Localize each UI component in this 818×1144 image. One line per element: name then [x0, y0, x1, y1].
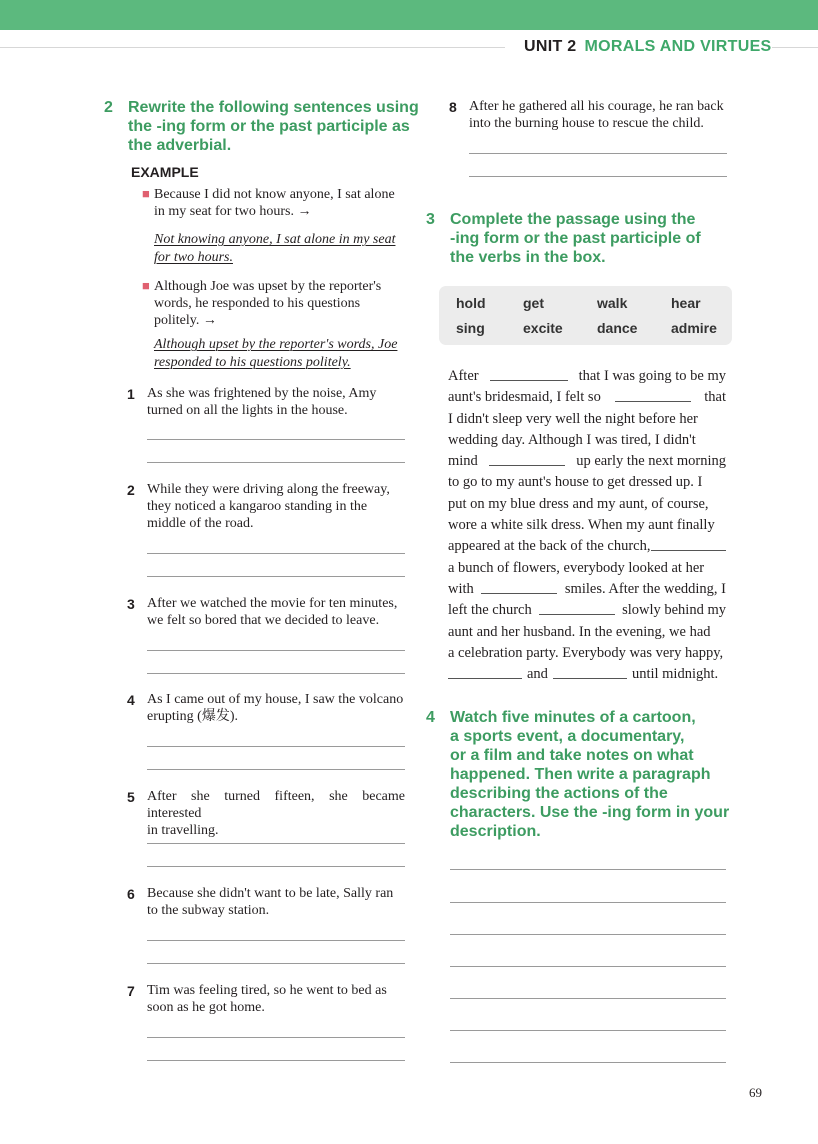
passage-text: a bunch of flowers, everybody looked at her	[448, 559, 705, 576]
passage-text: left the church	[448, 602, 532, 619]
word-hear: hear	[671, 295, 701, 311]
passage-text: I didn't sleep very well the night before her	[448, 410, 698, 427]
passage-text: slowly behind my	[622, 602, 726, 619]
item-6-line: Because she didn't want to be late, Sally ran	[147, 886, 394, 901]
writing-line[interactable]	[450, 966, 726, 967]
answer-line[interactable]	[147, 553, 405, 554]
example-bullet-icon: ■	[142, 186, 150, 201]
example-1-prompt-line: in my seat for two hours. →	[154, 204, 312, 219]
passage-text: and	[527, 666, 548, 683]
word-walk: walk	[597, 295, 628, 311]
item-7-sentence	[147, 982, 405, 1016]
item-1-line: turned on all the lights in the house.	[147, 403, 348, 418]
item-7-line: soon as he got home.	[147, 1000, 265, 1015]
example-2-prompt-line: politely. →	[154, 313, 217, 328]
exercise-3-instruction-line-2: -ing form or the past participle of	[450, 230, 701, 247]
passage-text: up early the next morning	[576, 453, 726, 470]
passage-text: a celebration party. Everybody was very happy,	[448, 644, 724, 661]
answer-line[interactable]	[469, 176, 727, 177]
exercise-4-instruction-line: Watch five minutes of a cartoon,	[450, 709, 696, 726]
item-6-line: to the subway station.	[147, 903, 270, 918]
answer-line[interactable]	[147, 576, 405, 577]
exercise-3-number: 3	[426, 211, 435, 228]
word-hold: hold	[456, 295, 486, 311]
exercise-4-instruction-line: a sports event, a documentary,	[450, 728, 685, 745]
example-label: EXAMPLE	[131, 164, 199, 180]
exercise-4-instruction-line: description.	[450, 823, 541, 840]
exercise-2-instruction-line-1: Rewrite the following sentences using	[128, 99, 419, 116]
item-2-line: While they were driving along the freeway,	[147, 482, 390, 497]
passage-text: to go to my aunt's house to get dressed up. I	[448, 474, 703, 491]
exercise-2-instruction-line-2: the -ing form or the past participle as	[128, 118, 410, 135]
item-3-number: 3	[127, 596, 135, 612]
example-2-prompt-line: Although Joe was upset by the reporter's	[154, 279, 382, 294]
answer-line[interactable]	[147, 940, 405, 941]
item-8-number: 8	[449, 99, 457, 115]
passage-blank[interactable]	[651, 536, 727, 551]
item-1-line: As she was frightened by the noise, Amy	[147, 386, 377, 401]
item-2-line: middle of the road.	[147, 516, 254, 531]
example-1-prompt	[154, 186, 406, 220]
example-1-prompt-line: Because I did not know anyone, I sat alone	[154, 187, 395, 202]
exercise-3-heading	[426, 210, 726, 270]
item-5-line: in travelling.	[147, 823, 219, 838]
item-3-line: After we watched the movie for ten minutes,	[147, 596, 398, 611]
example-1-answer-line: for two hours.	[154, 250, 233, 265]
passage-text: aunt's bridesmaid, I felt so	[448, 389, 601, 406]
unit-header	[524, 38, 772, 56]
example-2-answer-line: responded to his questions politely.	[154, 355, 351, 370]
answer-line[interactable]	[147, 769, 405, 770]
passage-blank[interactable]	[490, 366, 568, 381]
exercise-4-instruction-line: characters. Use the -ing form in your	[450, 804, 730, 821]
exercise-2-heading	[104, 98, 419, 158]
writing-line[interactable]	[450, 1062, 726, 1063]
item-6-sentence	[147, 885, 405, 919]
example-2-prompt-line: words, he responded to his questions	[154, 296, 361, 311]
item-4-number: 4	[127, 692, 135, 708]
item-8-line: After he gathered all his courage, he ran back	[469, 99, 724, 114]
header-rule-right	[772, 47, 818, 48]
item-4-line: As I came out of my house, I saw the volcano	[147, 692, 404, 707]
item-1-sentence	[147, 385, 405, 419]
passage-text: After	[448, 368, 479, 384]
exercise-4-instruction-line: describing the actions of the	[450, 785, 668, 802]
passage-blank[interactable]	[489, 451, 565, 466]
example-bullet-icon: ■	[142, 278, 150, 293]
answer-line[interactable]	[147, 650, 405, 651]
answer-line[interactable]	[469, 153, 727, 154]
writing-line[interactable]	[450, 934, 726, 935]
answer-line[interactable]	[147, 462, 405, 463]
item-3-line: we felt so bored that we decided to leave.	[147, 613, 380, 628]
answer-line[interactable]	[147, 1060, 405, 1061]
writing-line[interactable]	[450, 998, 726, 999]
header-rule-left	[0, 47, 505, 48]
answer-line[interactable]	[147, 439, 405, 440]
item-4-line: erupting (爆发).	[147, 709, 238, 724]
passage-blank[interactable]	[448, 664, 522, 679]
item-2-sentence	[147, 481, 405, 532]
top-color-bar	[0, 0, 818, 30]
exercise-4-heading	[426, 708, 736, 843]
item-8-sentence	[469, 98, 727, 132]
passage-blank[interactable]	[539, 600, 615, 615]
exercise-2-number: 2	[104, 99, 113, 116]
passage-text: put on my blue dress and my aunt, of course,	[448, 495, 709, 512]
item-7-number: 7	[127, 983, 135, 999]
item-5-number: 5	[127, 789, 135, 805]
exercise-4-instruction-line: or a film and take notes on what	[450, 747, 694, 764]
item-7-line: Tim was feeling tired, so he went to bed as	[147, 983, 387, 998]
example-1-answer	[154, 231, 408, 267]
answer-line[interactable]	[147, 963, 405, 964]
item-5-line: After she turned fifteen, she became interested	[147, 789, 405, 821]
writing-line[interactable]	[450, 869, 726, 870]
passage-blank[interactable]	[481, 579, 557, 594]
word-box	[439, 286, 732, 345]
exercise-4-number: 4	[426, 709, 435, 726]
example-1-answer-line: Not knowing anyone, I sat alone in my seat	[154, 232, 396, 247]
page-number: 69	[749, 1085, 762, 1100]
example-2-answer-line: Although upset by the reporter's words, Joe	[154, 337, 398, 352]
answer-line[interactable]	[147, 843, 405, 844]
item-3-sentence	[147, 595, 405, 629]
example-2-answer	[154, 336, 408, 372]
passage-text: mind	[448, 453, 478, 470]
passage-text: that	[704, 389, 726, 406]
item-8-line: into the burning house to rescue the child.	[469, 116, 704, 131]
exercise-3-instruction-line-1: Complete the passage using the	[450, 211, 696, 228]
unit-title: MORALS AND VIRTUES	[584, 38, 772, 55]
passage-text: wore a white silk dress. When my aunt finally	[448, 517, 715, 534]
item-2-number: 2	[127, 482, 135, 498]
writing-line[interactable]	[450, 902, 726, 903]
passage-blank[interactable]	[553, 664, 627, 679]
exercise-4-instruction-line: happened. Then write a paragraph	[450, 766, 711, 783]
item-1-number: 1	[127, 386, 135, 402]
word-get: get	[523, 295, 544, 311]
answer-line[interactable]	[147, 746, 405, 747]
passage-text: wedding day. Although I was tired, I didn't	[448, 431, 696, 448]
passage-text: appeared at the back of the church,	[448, 538, 651, 555]
passage-text: aunt and her husband. In the evening, we had	[448, 623, 711, 640]
unit-label: UNIT 2	[524, 38, 577, 55]
answer-line[interactable]	[147, 673, 405, 674]
example-2-prompt	[154, 278, 406, 329]
item-6-number: 6	[127, 886, 135, 902]
passage-text: smiles. After the wedding, I	[564, 580, 726, 597]
passage-text: until midnight.	[631, 666, 719, 683]
passage-text: with	[448, 580, 474, 597]
item-2-line: they noticed a kangaroo standing in the	[147, 499, 368, 514]
word-excite: excite	[523, 320, 563, 336]
word-dance: dance	[597, 320, 638, 336]
passage-text: that I was going to be my	[578, 368, 726, 384]
passage-blank[interactable]	[615, 387, 691, 402]
exercise-3-instruction-line-3: the verbs in the box.	[450, 249, 606, 266]
passage	[448, 366, 726, 685]
answer-line[interactable]	[147, 1037, 405, 1038]
answer-line[interactable]	[147, 866, 405, 867]
exercise-2-instruction-line-3: the adverbial.	[128, 137, 232, 154]
writing-line[interactable]	[450, 1030, 726, 1031]
word-admire: admire	[671, 320, 717, 336]
item-5-sentence	[147, 788, 405, 839]
word-sing: sing	[456, 320, 485, 336]
item-4-sentence	[147, 691, 405, 725]
